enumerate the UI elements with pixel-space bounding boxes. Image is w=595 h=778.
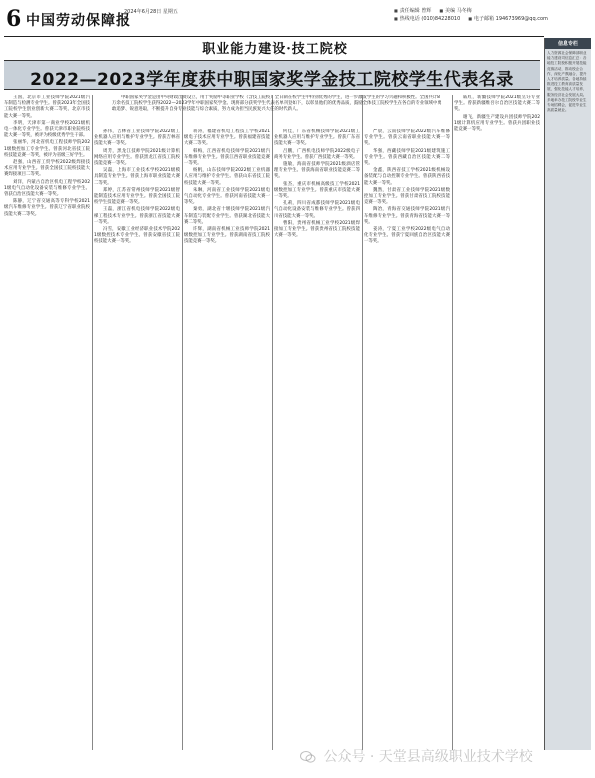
student-entry: 何佳，广东省机械技师学院2021级工业机器人应用与维护专业学生。曾获广东省技能大赛一等奖。 xyxy=(274,129,360,147)
watermark-text: 公众号 · 天堂县高级职业技术学校 xyxy=(323,749,533,765)
student-entry: 吕鹏，广西机电技师学院2022级电子商务专业学生。曾获广西技能大赛一等奖。 xyxy=(274,148,360,160)
article-column xyxy=(454,95,540,750)
sidebar xyxy=(544,38,591,750)
student-entry: 魏然，甘肃省工业技师学院2021级数控加工专业学生。曾获甘肃省技工院校技能竞赛一等奖。 xyxy=(364,187,450,206)
column-divider xyxy=(362,95,363,750)
student-entry: 王国，北京市工业技师学院2021级汽车制造与检测专业学生。曾获2023年全国技工院校学生创业创新大赛二等奖、北京市技能大赛一等奖。 xyxy=(4,95,90,119)
student-entry: 朱琳，河南省工业技师学院2021级电气自动化专业学生。曾获河南省技能大赛一等奖。 xyxy=(184,187,270,206)
student-entry: 韩梅，江西省机电技师学院2021级汽车维修专业学生。曾获江西省职业技能竞赛一等奖。 xyxy=(184,148,270,167)
column-divider xyxy=(182,95,183,750)
page-number: 6 xyxy=(6,6,22,32)
student-entry: 郑婷，江苏省常州技师学院2021级智能制造技术应用专业学生。曾获全国技工院校学生技能竞赛一等奖。 xyxy=(94,187,180,206)
student-entry: 张丽华，河北省机电工程技师学院2021级数控加工专业学生。曾获河北省技工院校技能竞赛一等奖，被评为省级三好学生。 xyxy=(4,140,90,158)
editor-label: ■ 责任编辑 曾辉 xyxy=(394,7,431,15)
student-entry: 吴磊，上海市工业技术学校2021级模具制造专业学生。曾获上海市职业技能大赛二等奖。 xyxy=(94,168,180,186)
watermark xyxy=(300,746,590,774)
student-entry: 李明，天津市第一商业学校2021级机电一体化专业学生。曾获天津市职业院校技能大赛一等奖，被评为校级优秀学生干部。 xyxy=(4,120,90,139)
article-column xyxy=(4,95,90,750)
student-entry: 陈静，辽宁省交通高等专科学校2021级汽车维修专业学生。曾获辽宁省职业院校技能大赛二等奖。 xyxy=(4,199,90,217)
hotline-label: ■ 热线电话 (010)84228010 xyxy=(394,15,460,23)
article-columns xyxy=(4,95,540,750)
article-column xyxy=(184,129,270,750)
student-entry: 施敏，海南省技师学院2021级酒店管理专业学生。曾获海南省职业技能竞赛二等奖。 xyxy=(274,162,360,180)
sidebar-text: 人力资源社会保障部职业能力建设司信息汇总：各地技工院校积极开展技能竞赛活动，推动校企合作，深化产教融合，提升人才培养质量。各地持续推进技工教育高质量发展，强化技能人才培养，服务经济社会发展大局。多地举办技工院校毕业生专场招聘会，促进毕业生高质量就业。 xyxy=(547,51,587,113)
student-entry: 孔莉，四川省成都技师学院2021级电气自动化设备安装与维修专业学生。曾获四川省技能大赛一等奖。 xyxy=(274,201,360,219)
intro-paragraph: 中职国家奖学金是由中央财政出资设立，用于奖励中等职业学校（含技工院校）全日制在校学生中特别优秀的学生，进一步激发学生的学习兴趣和积极性。全国共计8万余名技工院校学生获得2022—2023学年中职国家奖学金。现将部分获奖学生代表名单刊登如下，以彰显他们的优秀品质，鼓励全体技工院校学生在各自的专业领域中勇敢追梦、锐意进取，不断提升自身专业技能与综合素质，努力成为担当民族复兴大任的时代新人。 xyxy=(112,95,442,112)
student-entry: 曹阳，贵州省机械工业学校2021级焊接加工专业学生。曾获贵州省技工院校技能大赛一等奖。 xyxy=(274,220,360,239)
column-divider xyxy=(452,95,453,750)
editorial-meta xyxy=(394,7,590,23)
student-entry: 赵强，山西省工贸学校2022级焊接技术应用专业学生。曾获全国技工院校技能大赛焊接项目二等奖。 xyxy=(4,160,90,178)
issue-date: 2024年6月28日 星期五 xyxy=(124,9,178,15)
section-title: 职业能力建设·技工院校 xyxy=(202,42,348,57)
designer-label: ■ 美编 马冬梅 xyxy=(439,7,471,15)
masthead xyxy=(4,4,591,38)
student-entry: 金鑫，陕西省技工学校2021级机械设备装配与自动控制专业学生。曾获陕西省技能大赛一等奖。 xyxy=(364,168,450,186)
student-entry: 戚红，新疆技师学院2021级烹饪专业学生。曾获新疆维吾尔自治区技能大赛二等奖。 xyxy=(454,95,540,113)
headline-band xyxy=(4,60,540,90)
student-entry: 姜涛，宁夏工业学校2022级电气自动化专业学生。曾获宁夏回族自治区技能大赛一等奖。 xyxy=(364,227,450,245)
student-entry: 孙伟，吉林省工业技师学院2022级工业机器人应用与维护专业学生。曾获吉林省技能大赛一等奖。 xyxy=(94,129,180,147)
student-entry: 陶冶，青海省交通技师学院2021级汽车维修专业学生。曾获青海省技能大赛一等奖。 xyxy=(364,207,450,225)
article-column xyxy=(364,129,450,750)
article-column xyxy=(274,129,360,750)
wechat-icon xyxy=(300,750,316,764)
student-entry: 秦勇，湖北省十堰技师学院2021级汽车制造与装配专业学生。曾获湖北省技能大赛二等奖。 xyxy=(184,207,270,225)
newspaper-name: 中国劳动保障报 xyxy=(26,13,131,29)
student-entry: 严晨，云南技师学院2022级汽车维修专业学生。曾获云南省职业技能大赛一等奖。 xyxy=(364,129,450,147)
column-divider xyxy=(92,95,93,750)
article-column xyxy=(94,129,180,750)
student-entry: 谢飞，新疆生产建设兵团技师学院2021级计算机应用专业学生。曾获兵团职业技能竞赛一等奖。 xyxy=(454,114,540,133)
column-divider xyxy=(272,95,273,750)
sidebar-heading: 信息专栏 xyxy=(545,38,591,49)
top-rule xyxy=(4,36,544,37)
student-entry: 张杰，重庆市机械高级技工学校2021级数控加工专业学生。曾获重庆市技能大赛一等奖。 xyxy=(274,181,360,200)
student-entry: 周芳，黑龙江技师学院2021级计算机网络应用专业学生。曾获黑龙江省技工院校技能竞赛一等奖。 xyxy=(94,148,180,167)
student-entry: 蒋涛，福建省机电工程技工学校2021级电子技术应用专业学生。曾获福建省技能大赛二等奖。 xyxy=(184,129,270,147)
student-entry: 华强，西藏技师学院2021级建筑施工专业学生。曾获西藏自治区技能大赛二等奖。 xyxy=(364,148,450,167)
student-entry: 冯雪，安徽工业经济职业技术学院2021级数控技术专业学生。曾获安徽省技工院校技能大赛一等奖。 xyxy=(94,227,180,245)
student-entry: 刘洋，内蒙古自治区机电工程学校2021级电气自动化设备安装与维修专业学生。曾获自治区技能大赛一等奖。 xyxy=(4,179,90,198)
student-entry: 许辉，湖南省机械工业技师学院2021级数控加工专业学生。曾获湖南省技工院校技能竞赛一等奖。 xyxy=(184,227,270,245)
email-label: ■ 电子邮箱 194673969@qq.com xyxy=(468,15,548,23)
student-entry: 王磊，浙江省机电技师学院2022级电梯工程技术专业学生。曾获浙江省技能大赛一等奖。 xyxy=(94,207,180,225)
page-headline: 2022—2023学年度获中职国家奖学金技工院校学生代表名录 xyxy=(30,70,514,90)
student-entry: 杨帆，山东技师学院2022级工业机器人应用与维护专业学生。曾获山东省技工院校技能大赛一等奖。 xyxy=(184,168,270,186)
